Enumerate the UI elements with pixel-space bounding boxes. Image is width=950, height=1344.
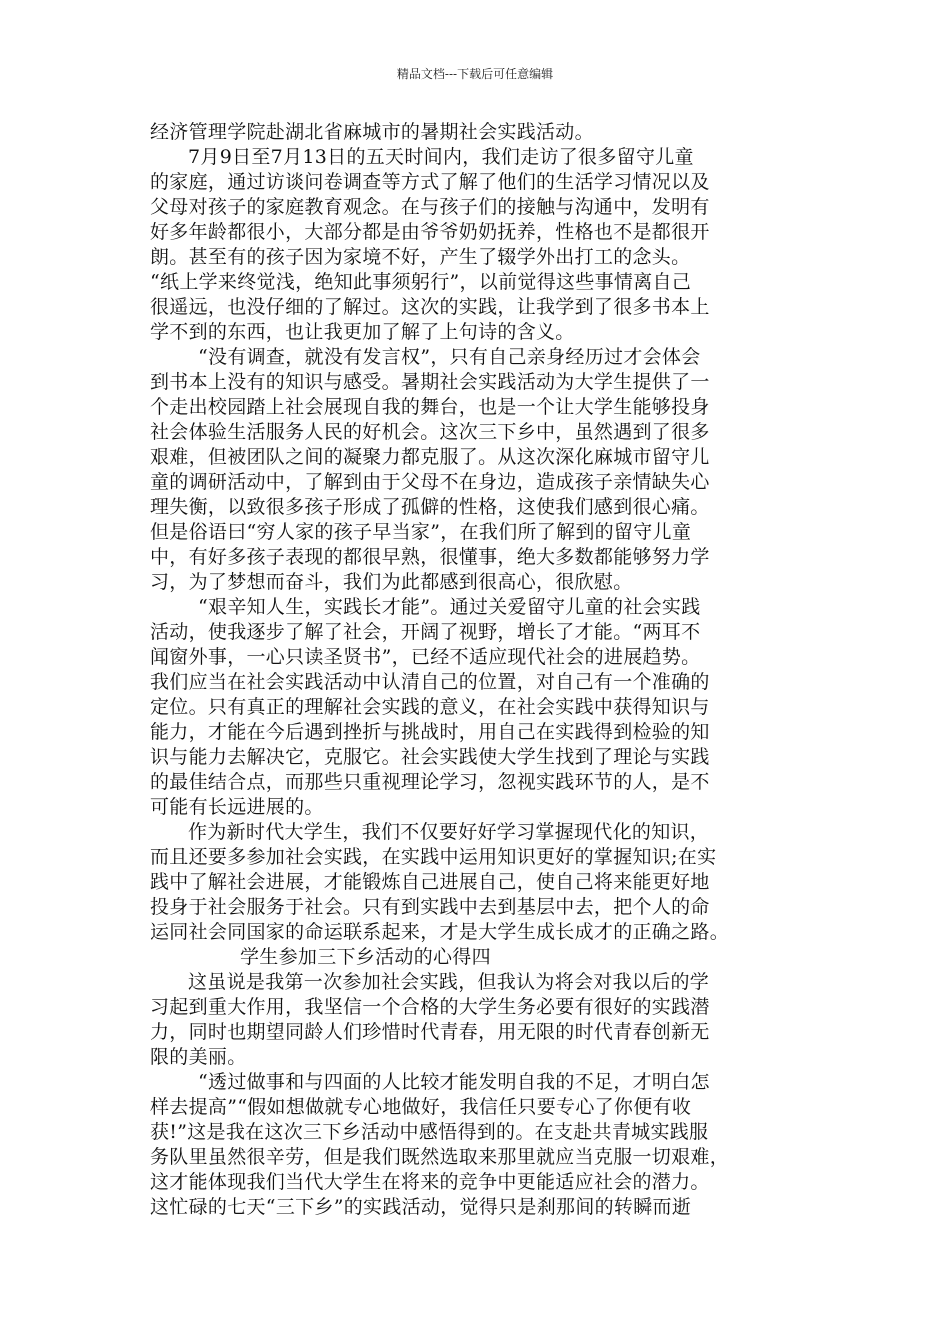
text-line: 定位。只有真正的理解社会实践的意义，在社会实践中获得知识与 bbox=[150, 696, 710, 718]
text-line: 获!”这是我在这次三下乡活动中感悟得到的。在支赴共青城实践服 bbox=[150, 1121, 709, 1143]
text-line: 我们应当在社会实践活动中认清自己的位置，对自己有一个准确的 bbox=[150, 671, 710, 693]
text-line: 识与能力去解决它，克服它。社会实践使大学生找到了理论与实践 bbox=[150, 746, 710, 768]
text-line: “透过做事和与四面的人比较才能发明自我的不足，才明白怎 bbox=[198, 1071, 710, 1093]
text-line: 这才能体现我们当代大学生在将来的竞争中更能适应社会的潜力。 bbox=[150, 1171, 710, 1193]
text-line: 但是俗语曰“穷人家的孩子早当家”，在我们所了解到的留守儿童 bbox=[150, 521, 692, 543]
text-line: 运同社会同国家的命运联系起来，才是大学生成长成才的正确之路。 bbox=[150, 921, 730, 943]
text-line: 样去提高”“假如想做就专心地做好，我信任只要专心了你便有收 bbox=[150, 1096, 692, 1118]
text-line: 社会体验生活服务人民的好机会。这次三下乡中，虽然遇到了很多 bbox=[150, 421, 710, 443]
text-line: 而且还要多参加社会实践，在实践中运用知识更好的掌握知识;在实 bbox=[150, 846, 717, 868]
text-line: 践中了解社会进展，才能锻炼自己进展自己，使自己将来能更好地 bbox=[150, 871, 710, 893]
text-line: 的家庭，通过访谈问卷调查等方式了解了他们的生活学习情况以及 bbox=[150, 171, 710, 193]
document-body bbox=[150, 120, 810, 1220]
text-line: 父母对孩子的家庭教育观念。在与孩子们的接触与沟通中，发明有 bbox=[150, 196, 710, 218]
text-line: 投身于社会服务于社会。只有到实践中去到基层中去，把个人的命 bbox=[150, 896, 710, 918]
text-line: 理失衡，以致很多孩子形成了孤僻的性格，这使我们感到很心痛。 bbox=[150, 496, 710, 518]
text-line: 7月9日至7月13日的五天时间内，我们走访了很多留守儿童 bbox=[188, 146, 694, 168]
text-line: “没有调查，就没有发言权”，只有自己亲身经历过才会体会 bbox=[198, 346, 701, 368]
section-heading: 学生参加三下乡活动的心得四 bbox=[240, 946, 491, 968]
text-line: 活动，使我逐步了解了社会，开阔了视野，增长了才能。“两耳不 bbox=[150, 621, 701, 643]
text-line: 这虽说是我第一次参加社会实践，但我认为将会对我以后的学 bbox=[188, 971, 710, 993]
text-line: “艰辛知人生，实践长才能”。通过关爱留守儿童的社会实践 bbox=[198, 596, 701, 618]
text-line: 这忙碌的七天“三下乡”的实践活动，觉得只是刹那间的转瞬而逝 bbox=[150, 1196, 692, 1218]
text-line: 学不到的东西，也让我更加了解了上句诗的含义。 bbox=[150, 321, 575, 343]
text-line: 力，同时也期望同龄人们珍惜时代青春，用无限的时代青春创新无 bbox=[150, 1021, 710, 1043]
text-line: 闻窗外事，一心只读圣贤书”，已经不适应现代社会的进展趋势。 bbox=[150, 646, 701, 668]
text-line: 好多年龄都很小，大部分都是由爷爷奶奶抚养，性格也不是都很开 bbox=[150, 221, 710, 243]
text-line: 限的美丽。 bbox=[150, 1046, 247, 1068]
text-line: 很遥远，也没仔细的了解过。这次的实践，让我学到了很多书本上 bbox=[150, 296, 710, 318]
text-line: 经济管理学院赴湖北省麻城市的暑期社会实践活动。 bbox=[150, 121, 594, 143]
text-line: 朗。甚至有的孩子因为家境不好，产生了辍学外出打工的念头。 bbox=[150, 246, 691, 268]
text-line: 务队里虽然很辛劳，但是我们既然选取来那里就应当克服一切艰难， bbox=[150, 1146, 730, 1168]
text-line: 作为新时代大学生，我们不仅要好好学习掌握现代化的知识， bbox=[188, 821, 710, 843]
text-line: 的最佳结合点，而那些只重视理论学习，忽视实践环节的人，是不 bbox=[150, 771, 710, 793]
text-line: 艰难，但被团队之间的凝聚力都克服了。从这次深化麻城市留守儿 bbox=[150, 446, 710, 468]
text-line: 能力，才能在今后遇到挫折与挑战时，用自己在实践得到检验的知 bbox=[150, 721, 710, 743]
text-line: 中，有好多孩子表现的都很早熟，很懂事，绝大多数都能够努力学 bbox=[150, 546, 710, 568]
text-line: 习，为了梦想而奋斗，我们为此都感到很高心，很欣慰。 bbox=[150, 571, 633, 593]
text-line: 习起到重大作用，我坚信一个合格的大学生务必要有很好的实践潜 bbox=[150, 996, 710, 1018]
text-line: 可能有长远进展的。 bbox=[150, 796, 324, 818]
text-line: 童的调研活动中，了解到由于父母不在身边，造成孩子亲情缺失心 bbox=[150, 471, 710, 493]
text-line: “纸上学来终觉浅，绝知此事须躬行”，以前觉得这些事情离自己 bbox=[150, 271, 692, 293]
text-line: 个走出校园踏上社会展现自我的舞台，也是一个让大学生能够投身 bbox=[150, 396, 710, 418]
text-line: 到书本上没有的知识与感受。暑期社会实践活动为大学生提供了一 bbox=[150, 371, 710, 393]
page-header: 精品文档---下载后可任意编辑 bbox=[396, 67, 554, 81]
